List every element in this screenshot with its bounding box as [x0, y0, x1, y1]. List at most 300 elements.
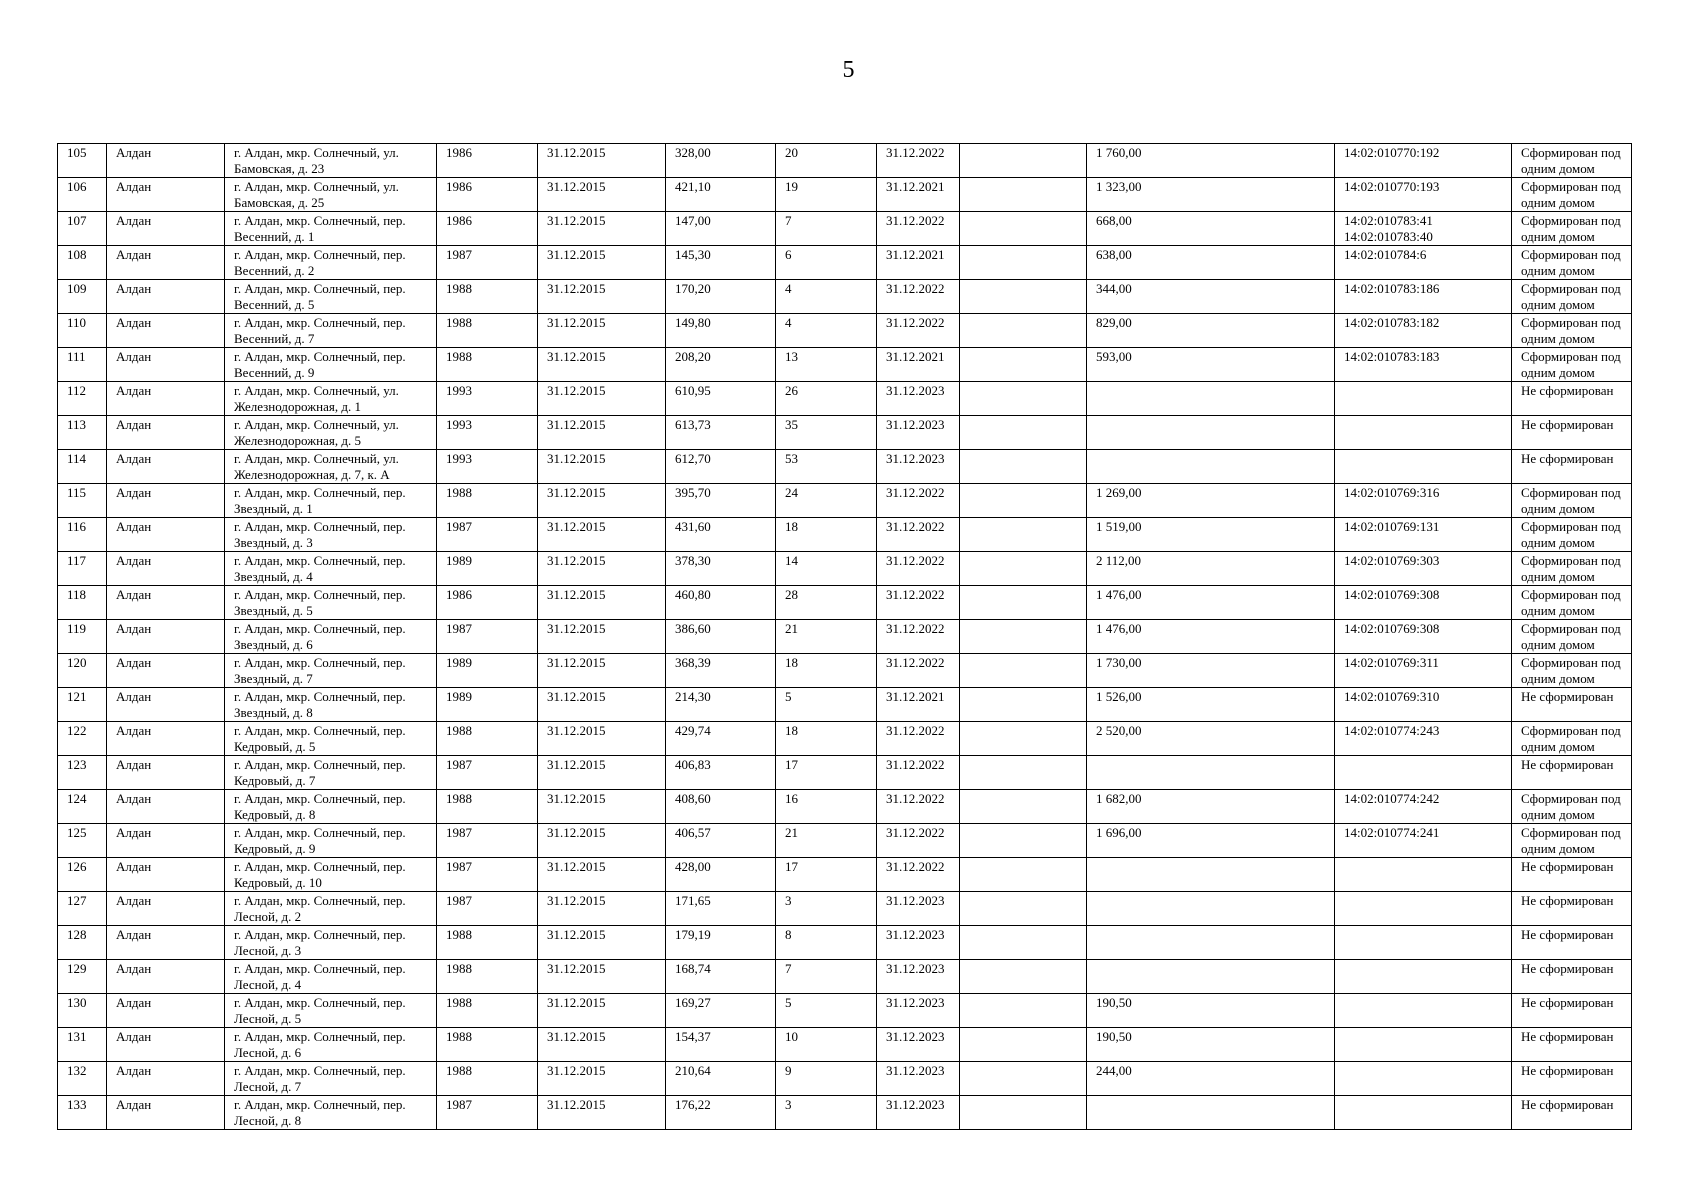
area-cell: 171,65 [666, 892, 776, 926]
table-row [58, 654, 1632, 688]
table-row [58, 450, 1632, 484]
table-row [58, 824, 1632, 858]
cadastral-number: 14:02:010769:308 [1344, 587, 1440, 602]
area-cell: 179,19 [666, 926, 776, 960]
municipality-cell: Алдан [107, 450, 225, 484]
land-status-cell: Сформирован под одним домом [1512, 314, 1632, 348]
row-number-cell: 126 [58, 858, 107, 892]
empty-cell [960, 620, 1087, 654]
cadastral-number-cell [1335, 586, 1512, 620]
land-status-cell: Не сформирован [1512, 1028, 1632, 1062]
residents-cell: 28 [776, 586, 877, 620]
table-row [58, 416, 1632, 450]
empty-cell [960, 314, 1087, 348]
residents-cell: 6 [776, 246, 877, 280]
date-cell: 31.12.2015 [538, 722, 666, 756]
cadastral-number-cell [1335, 892, 1512, 926]
cadastral-number-cell [1335, 348, 1512, 382]
municipality-cell: Алдан [107, 280, 225, 314]
land-status-cell: Сформирован под одним домом [1512, 484, 1632, 518]
area-cell: 328,00 [666, 144, 776, 178]
land-area-cell: 593,00 [1087, 348, 1335, 382]
table-row [58, 892, 1632, 926]
page-number: 5 [842, 57, 855, 83]
empty-cell [960, 722, 1087, 756]
address-cell: г. Алдан, мкр. Солнечный, пер. Звездный, д. 5 [225, 586, 437, 620]
deadline-cell: 31.12.2022 [877, 280, 960, 314]
row-number-cell: 121 [58, 688, 107, 722]
cadastral-number: 14:02:010783:40 [1344, 229, 1433, 244]
build-year-cell: 1988 [437, 1062, 538, 1096]
municipality-cell: Алдан [107, 960, 225, 994]
build-year-cell: 1986 [437, 144, 538, 178]
area-cell: 613,73 [666, 416, 776, 450]
area-cell: 169,27 [666, 994, 776, 1028]
row-number-cell: 131 [58, 1028, 107, 1062]
municipality-cell: Алдан [107, 552, 225, 586]
municipality-cell: Алдан [107, 518, 225, 552]
date-cell: 31.12.2015 [538, 212, 666, 246]
cadastral-number-cell [1335, 722, 1512, 756]
date-cell: 31.12.2015 [538, 314, 666, 348]
deadline-cell: 31.12.2022 [877, 756, 960, 790]
land-status-cell: Не сформирован [1512, 416, 1632, 450]
address-cell: г. Алдан, мкр. Солнечный, пер. Кедровый, д. 8 [225, 790, 437, 824]
empty-cell [960, 858, 1087, 892]
table-row [58, 1062, 1632, 1096]
land-area-cell: 638,00 [1087, 246, 1335, 280]
table-row [58, 382, 1632, 416]
date-cell: 31.12.2015 [538, 178, 666, 212]
deadline-cell: 31.12.2023 [877, 892, 960, 926]
land-area-cell: 190,50 [1087, 994, 1335, 1028]
land-area-cell [1087, 416, 1335, 450]
date-cell: 31.12.2015 [538, 790, 666, 824]
municipality-cell: Алдан [107, 654, 225, 688]
empty-cell [960, 756, 1087, 790]
cadastral-number-cell [1335, 688, 1512, 722]
land-status-cell: Сформирован под одним домом [1512, 620, 1632, 654]
cadastral-number: 14:02:010769:316 [1344, 485, 1440, 500]
address-cell: г. Алдан, мкр. Солнечный, пер. Лесной, д. 2 [225, 892, 437, 926]
land-status-cell: Сформирован под одним домом [1512, 212, 1632, 246]
land-area-cell [1087, 1096, 1335, 1130]
land-status-cell: Не сформирован [1512, 1096, 1632, 1130]
table-row [58, 1028, 1632, 1062]
area-cell: 460,80 [666, 586, 776, 620]
cadastral-number-cell [1335, 926, 1512, 960]
residents-cell: 5 [776, 994, 877, 1028]
build-year-cell: 1988 [437, 960, 538, 994]
address-cell: г. Алдан, мкр. Солнечный, ул. Бамовская, д. 25 [225, 178, 437, 212]
empty-cell [960, 586, 1087, 620]
land-status-cell: Сформирован под одним домом [1512, 790, 1632, 824]
area-cell: 408,60 [666, 790, 776, 824]
deadline-cell: 31.12.2023 [877, 382, 960, 416]
cadastral-number-cell [1335, 280, 1512, 314]
empty-cell [960, 926, 1087, 960]
cadastral-number-cell [1335, 178, 1512, 212]
residents-cell: 18 [776, 518, 877, 552]
land-status-cell: Сформирован под одним домом [1512, 280, 1632, 314]
table-row [58, 586, 1632, 620]
municipality-cell: Алдан [107, 824, 225, 858]
residents-cell: 53 [776, 450, 877, 484]
address-cell: г. Алдан, мкр. Солнечный, пер. Кедровый, д. 10 [225, 858, 437, 892]
date-cell: 31.12.2015 [538, 416, 666, 450]
cadastral-number-cell [1335, 212, 1512, 246]
cadastral-number-cell [1335, 994, 1512, 1028]
empty-cell [960, 416, 1087, 450]
area-cell: 421,10 [666, 178, 776, 212]
date-cell: 31.12.2015 [538, 382, 666, 416]
area-cell: 214,30 [666, 688, 776, 722]
row-number-cell: 119 [58, 620, 107, 654]
empty-cell [960, 552, 1087, 586]
build-year-cell: 1988 [437, 348, 538, 382]
row-number-cell: 105 [58, 144, 107, 178]
address-cell: г. Алдан, мкр. Солнечный, пер. Кедровый, д. 9 [225, 824, 437, 858]
table-row [58, 212, 1632, 246]
build-year-cell: 1987 [437, 1096, 538, 1130]
land-area-cell: 244,00 [1087, 1062, 1335, 1096]
build-year-cell: 1987 [437, 892, 538, 926]
cadastral-number-cell [1335, 144, 1512, 178]
date-cell: 31.12.2015 [538, 1062, 666, 1096]
residents-cell: 5 [776, 688, 877, 722]
date-cell: 31.12.2015 [538, 246, 666, 280]
deadline-cell: 31.12.2022 [877, 858, 960, 892]
area-cell: 368,39 [666, 654, 776, 688]
residents-cell: 35 [776, 416, 877, 450]
date-cell: 31.12.2015 [538, 1028, 666, 1062]
land-status-cell: Сформирован под одним домом [1512, 246, 1632, 280]
municipality-cell: Алдан [107, 314, 225, 348]
date-cell: 31.12.2015 [538, 586, 666, 620]
cadastral-number-cell [1335, 1062, 1512, 1096]
deadline-cell: 31.12.2022 [877, 314, 960, 348]
table-row [58, 552, 1632, 586]
date-cell: 31.12.2015 [538, 824, 666, 858]
land-area-cell [1087, 756, 1335, 790]
row-number-cell: 115 [58, 484, 107, 518]
deadline-cell: 31.12.2023 [877, 1028, 960, 1062]
land-area-cell: 668,00 [1087, 212, 1335, 246]
date-cell: 31.12.2015 [538, 552, 666, 586]
empty-cell [960, 518, 1087, 552]
address-cell: г. Алдан, мкр. Солнечный, пер. Звездный, д. 7 [225, 654, 437, 688]
area-cell: 176,22 [666, 1096, 776, 1130]
build-year-cell: 1986 [437, 586, 538, 620]
land-area-cell: 1 730,00 [1087, 654, 1335, 688]
area-cell: 406,83 [666, 756, 776, 790]
land-area-cell [1087, 858, 1335, 892]
land-area-cell: 1 760,00 [1087, 144, 1335, 178]
land-status-cell: Не сформирован [1512, 892, 1632, 926]
row-number-cell: 109 [58, 280, 107, 314]
municipality-cell: Алдан [107, 586, 225, 620]
cadastral-number-cell [1335, 314, 1512, 348]
cadastral-number: 14:02:010783:183 [1344, 349, 1440, 364]
cadastral-number-cell [1335, 416, 1512, 450]
cadastral-number: 14:02:010769:131 [1344, 519, 1440, 534]
row-number-cell: 106 [58, 178, 107, 212]
cadastral-number-cell [1335, 960, 1512, 994]
address-cell: г. Алдан, мкр. Солнечный, пер. Звездный, д. 1 [225, 484, 437, 518]
cadastral-number-cell [1335, 1096, 1512, 1130]
empty-cell [960, 654, 1087, 688]
cadastral-number: 14:02:010774:241 [1344, 825, 1440, 840]
deadline-cell: 31.12.2023 [877, 450, 960, 484]
empty-cell [960, 790, 1087, 824]
cadastral-number-cell [1335, 246, 1512, 280]
municipality-cell: Алдан [107, 178, 225, 212]
municipality-cell: Алдан [107, 1062, 225, 1096]
deadline-cell: 31.12.2022 [877, 586, 960, 620]
table-row [58, 620, 1632, 654]
cadastral-number-cell [1335, 382, 1512, 416]
cadastral-number: 14:02:010784:6 [1344, 247, 1427, 262]
deadline-cell: 31.12.2022 [877, 722, 960, 756]
municipality-cell: Алдан [107, 246, 225, 280]
land-status-cell: Сформирован под одним домом [1512, 144, 1632, 178]
cadastral-number: 14:02:010769:303 [1344, 553, 1440, 568]
area-cell: 612,70 [666, 450, 776, 484]
land-status-cell: Не сформирован [1512, 994, 1632, 1028]
address-cell: г. Алдан, мкр. Солнечный, пер. Звездный, д. 4 [225, 552, 437, 586]
land-area-cell: 1 519,00 [1087, 518, 1335, 552]
build-year-cell: 1988 [437, 484, 538, 518]
table-row [58, 246, 1632, 280]
municipality-cell: Алдан [107, 620, 225, 654]
cadastral-number-cell [1335, 824, 1512, 858]
residents-cell: 3 [776, 892, 877, 926]
address-cell: г. Алдан, мкр. Солнечный, ул. Бамовская, д. 23 [225, 144, 437, 178]
land-status-cell: Сформирован под одним домом [1512, 518, 1632, 552]
deadline-cell: 31.12.2022 [877, 620, 960, 654]
area-cell: 170,20 [666, 280, 776, 314]
cadastral-number-cell [1335, 790, 1512, 824]
cadastral-number-cell [1335, 552, 1512, 586]
residents-cell: 7 [776, 212, 877, 246]
cadastral-number: 14:02:010783:182 [1344, 315, 1440, 330]
land-status-cell: Не сформирован [1512, 960, 1632, 994]
table-row [58, 178, 1632, 212]
table-row [58, 960, 1632, 994]
municipality-cell: Алдан [107, 212, 225, 246]
cadastral-number-cell [1335, 484, 1512, 518]
area-cell: 154,37 [666, 1028, 776, 1062]
residents-cell: 19 [776, 178, 877, 212]
deadline-cell: 31.12.2022 [877, 144, 960, 178]
row-number-cell: 128 [58, 926, 107, 960]
land-area-cell [1087, 382, 1335, 416]
empty-cell [960, 280, 1087, 314]
address-cell: г. Алдан, мкр. Солнечный, пер. Лесной, д. 5 [225, 994, 437, 1028]
deadline-cell: 31.12.2022 [877, 654, 960, 688]
residents-cell: 13 [776, 348, 877, 382]
address-cell: г. Алдан, мкр. Солнечный, ул. Железнодорожная, д. 5 [225, 416, 437, 450]
empty-cell [960, 1096, 1087, 1130]
land-area-cell: 190,50 [1087, 1028, 1335, 1062]
land-status-cell: Не сформирован [1512, 382, 1632, 416]
address-cell: г. Алдан, мкр. Солнечный, пер. Звездный, д. 6 [225, 620, 437, 654]
build-year-cell: 1987 [437, 824, 538, 858]
area-cell: 428,00 [666, 858, 776, 892]
empty-cell [960, 484, 1087, 518]
row-number-cell: 117 [58, 552, 107, 586]
residents-cell: 26 [776, 382, 877, 416]
land-area-cell: 344,00 [1087, 280, 1335, 314]
address-cell: г. Алдан, мкр. Солнечный, пер. Весенний, д. 9 [225, 348, 437, 382]
registry-body [58, 144, 1632, 1130]
residents-cell: 18 [776, 722, 877, 756]
area-cell: 149,80 [666, 314, 776, 348]
row-number-cell: 110 [58, 314, 107, 348]
area-cell: 429,74 [666, 722, 776, 756]
cadastral-number-cell [1335, 858, 1512, 892]
address-cell: г. Алдан, мкр. Солнечный, пер. Звездный, д. 8 [225, 688, 437, 722]
municipality-cell: Алдан [107, 858, 225, 892]
municipality-cell: Алдан [107, 994, 225, 1028]
address-cell: г. Алдан, мкр. Солнечный, пер. Лесной, д. 8 [225, 1096, 437, 1130]
land-status-cell: Сформирован под одним домом [1512, 722, 1632, 756]
row-number-cell: 129 [58, 960, 107, 994]
residents-cell: 18 [776, 654, 877, 688]
land-status-cell: Не сформирован [1512, 756, 1632, 790]
land-area-cell: 2 520,00 [1087, 722, 1335, 756]
build-year-cell: 1993 [437, 382, 538, 416]
area-cell: 406,57 [666, 824, 776, 858]
build-year-cell: 1986 [437, 178, 538, 212]
build-year-cell: 1988 [437, 994, 538, 1028]
deadline-cell: 31.12.2022 [877, 212, 960, 246]
address-cell: г. Алдан, мкр. Солнечный, пер. Весенний, д. 1 [225, 212, 437, 246]
land-area-cell: 1 323,00 [1087, 178, 1335, 212]
land-status-cell: Не сформирован [1512, 1062, 1632, 1096]
table-row [58, 688, 1632, 722]
empty-cell [960, 178, 1087, 212]
row-number-cell: 133 [58, 1096, 107, 1130]
empty-cell [960, 688, 1087, 722]
empty-cell [960, 994, 1087, 1028]
address-cell: г. Алдан, мкр. Солнечный, пер. Лесной, д. 6 [225, 1028, 437, 1062]
residents-cell: 21 [776, 620, 877, 654]
area-cell: 378,30 [666, 552, 776, 586]
row-number-cell: 125 [58, 824, 107, 858]
table-row [58, 790, 1632, 824]
date-cell: 31.12.2015 [538, 518, 666, 552]
cadastral-number: 14:02:010774:243 [1344, 723, 1440, 738]
municipality-cell: Алдан [107, 1096, 225, 1130]
build-year-cell: 1986 [437, 212, 538, 246]
cadastral-number: 14:02:010770:192 [1344, 145, 1440, 160]
land-area-cell [1087, 926, 1335, 960]
table-row [58, 858, 1632, 892]
residents-cell: 14 [776, 552, 877, 586]
residents-cell: 4 [776, 280, 877, 314]
address-cell: г. Алдан, мкр. Солнечный, ул. Железнодорожная, д. 1 [225, 382, 437, 416]
build-year-cell: 1987 [437, 518, 538, 552]
municipality-cell: Алдан [107, 416, 225, 450]
deadline-cell: 31.12.2023 [877, 1062, 960, 1096]
land-area-cell: 1 526,00 [1087, 688, 1335, 722]
municipality-cell: Алдан [107, 756, 225, 790]
date-cell: 31.12.2015 [538, 960, 666, 994]
table-row [58, 926, 1632, 960]
build-year-cell: 1987 [437, 246, 538, 280]
empty-cell [960, 824, 1087, 858]
residents-cell: 24 [776, 484, 877, 518]
build-year-cell: 1993 [437, 416, 538, 450]
date-cell: 31.12.2015 [538, 858, 666, 892]
row-number-cell: 114 [58, 450, 107, 484]
deadline-cell: 31.12.2022 [877, 518, 960, 552]
empty-cell [960, 348, 1087, 382]
land-area-cell: 1 476,00 [1087, 586, 1335, 620]
municipality-cell: Алдан [107, 484, 225, 518]
municipality-cell: Алдан [107, 348, 225, 382]
row-number-cell: 112 [58, 382, 107, 416]
table-row [58, 348, 1632, 382]
table-row [58, 280, 1632, 314]
address-cell: г. Алдан, мкр. Солнечный, пер. Весенний, д. 2 [225, 246, 437, 280]
empty-cell [960, 1062, 1087, 1096]
area-cell: 145,30 [666, 246, 776, 280]
build-year-cell: 1987 [437, 756, 538, 790]
area-cell: 610,95 [666, 382, 776, 416]
municipality-cell: Алдан [107, 926, 225, 960]
address-cell: г. Алдан, мкр. Солнечный, пер. Лесной, д. 3 [225, 926, 437, 960]
land-status-cell: Сформирован под одним домом [1512, 824, 1632, 858]
empty-cell [960, 1028, 1087, 1062]
land-status-cell: Не сформирован [1512, 450, 1632, 484]
build-year-cell: 1989 [437, 654, 538, 688]
row-number-cell: 122 [58, 722, 107, 756]
build-year-cell: 1988 [437, 314, 538, 348]
land-area-cell [1087, 450, 1335, 484]
row-number-cell: 124 [58, 790, 107, 824]
build-year-cell: 1988 [437, 280, 538, 314]
date-cell: 31.12.2015 [538, 450, 666, 484]
address-cell: г. Алдан, мкр. Солнечный, пер. Кедровый, д. 7 [225, 756, 437, 790]
cadastral-number: 14:02:010783:186 [1344, 281, 1440, 296]
build-year-cell: 1988 [437, 722, 538, 756]
empty-cell [960, 892, 1087, 926]
empty-cell [960, 450, 1087, 484]
table-row [58, 484, 1632, 518]
date-cell: 31.12.2015 [538, 756, 666, 790]
build-year-cell: 1988 [437, 790, 538, 824]
residents-cell: 21 [776, 824, 877, 858]
area-cell: 210,64 [666, 1062, 776, 1096]
deadline-cell: 31.12.2023 [877, 926, 960, 960]
cadastral-number: 14:02:010769:311 [1344, 655, 1439, 670]
residents-cell: 20 [776, 144, 877, 178]
residents-cell: 4 [776, 314, 877, 348]
deadline-cell: 31.12.2021 [877, 178, 960, 212]
date-cell: 31.12.2015 [538, 654, 666, 688]
date-cell: 31.12.2015 [538, 892, 666, 926]
row-number-cell: 120 [58, 654, 107, 688]
empty-cell [960, 960, 1087, 994]
date-cell: 31.12.2015 [538, 280, 666, 314]
cadastral-number-cell [1335, 1028, 1512, 1062]
cadastral-number: 14:02:010783:41 [1344, 213, 1433, 228]
date-cell: 31.12.2015 [538, 144, 666, 178]
row-number-cell: 108 [58, 246, 107, 280]
deadline-cell: 31.12.2023 [877, 960, 960, 994]
